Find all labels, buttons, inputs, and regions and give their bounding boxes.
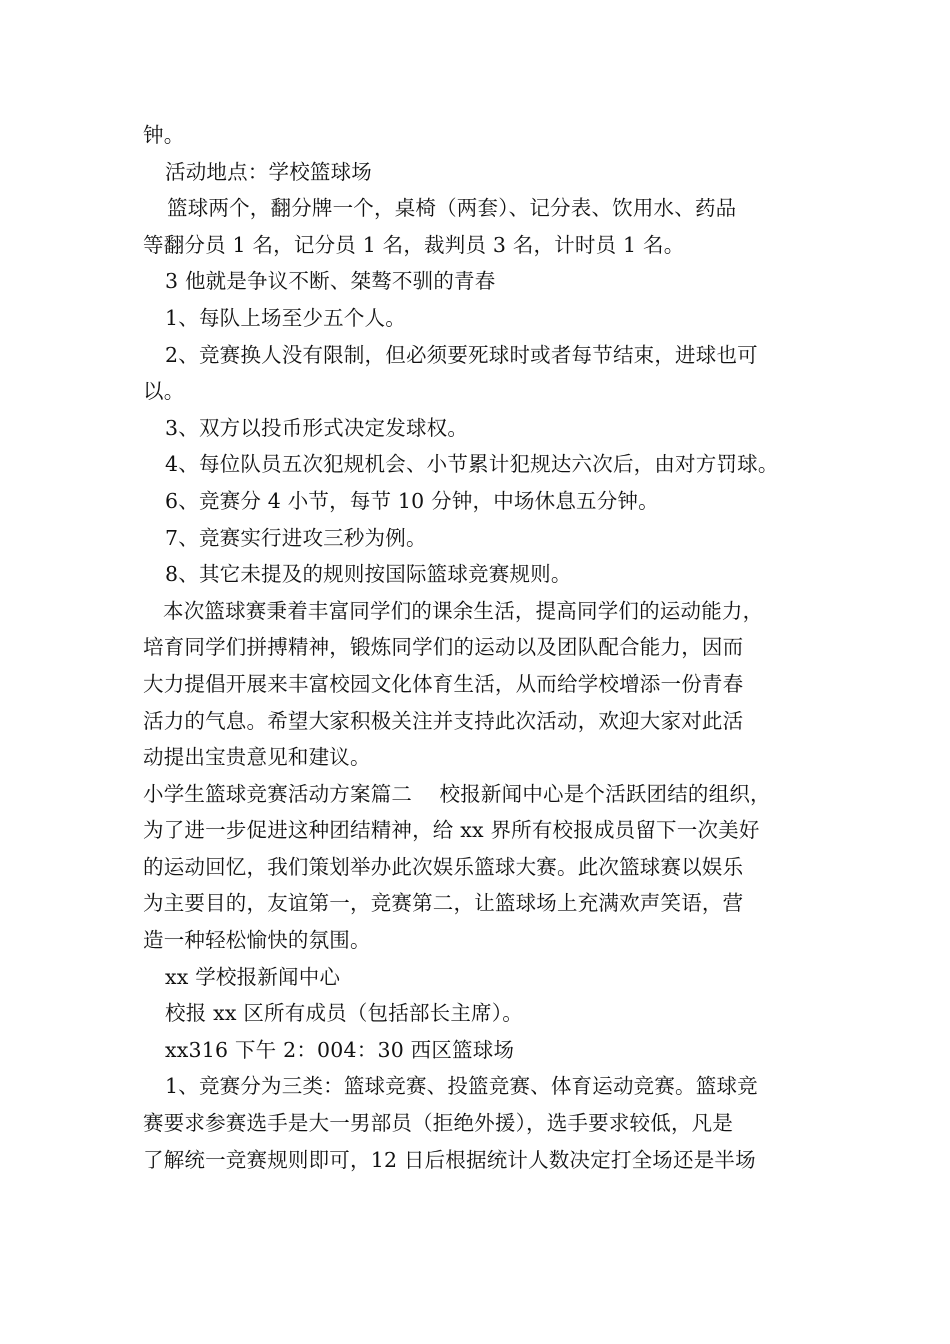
text-line: 活动地点：学校篮球场 [165,159,372,184]
text-line: 校报 xx 区所有成员（包括部长主席）。 [165,1001,523,1026]
text-line: 造一种轻松愉快的氛围。 [143,928,371,953]
text-line: 赛要求参赛选手是大一男部员（拒绝外援），选手要求较低，凡是 [143,1111,734,1136]
text-line: 等翻分员 1 名，记分员 1 名，裁判员 3 名，计时员 1 名。 [143,232,685,257]
text-line: 大力提倡开展来丰富校园文化体育生活，从而给学校增添一份青春 [143,671,744,696]
text-line: xx 学校报新闻中心 [165,964,341,989]
text-line: 3、双方以投币形式决定发球权。 [165,415,469,440]
document-body [143,117,823,1178]
text-line: 7、竞赛实行进攻三秒为例。 [165,525,427,550]
text-line: xx316 下午 2：004：30 西区篮球场 [165,1037,515,1062]
text-line: 2、竞赛换人没有限制，但必须要死球时或者每节结束，进球也可 [165,342,758,367]
text-line: 活力的气息。希望大家积极关注并支持此次活动，欢迎大家对此活 [143,708,744,733]
text-line: 6、竞赛分 4 小节，每节 10 分钟，中场休息五分钟。 [165,488,659,513]
text-line: 1、竞赛分为三类：篮球竞赛、投篮竞赛、体育运动竞赛。篮球竞 [165,1074,758,1099]
text-line: 4、每位队员五次犯规机会、小节累计犯规达六次后，由对方罚球。 [165,452,779,477]
text-line: 的运动回忆，我们策划举办此次娱乐篮球大赛。此次篮球赛以娱乐 [143,854,744,879]
text-line: 了解统一竞赛规则即可，12 日后根据统计人数决定打全场还是半场 [143,1147,756,1172]
text-line: 为主要目的，友谊第一，竞赛第二，让篮球场上充满欢声笑语，营 [143,891,744,916]
text-line: 动提出宝贵意见和建议。 [143,745,371,770]
text-line: 本次篮球赛秉着丰富同学们的课余生活，提高同学们的运动能力， [163,598,764,623]
text-line: 3 他就是争议不断、桀骜不驯的青春 [165,269,496,294]
text-line: 8、其它未提及的规则按国际篮球竞赛规则。 [165,562,572,587]
text-line: 小学生篮球竞赛活动方案篇二 校报新闻中心是个活跃团结的组织， [143,781,771,806]
text-line: 1、每队上场至少五个人。 [165,305,406,330]
text-line: 为了进一步促进这种团结精神，给 xx 界所有校报成员留下一次美好 [143,818,760,843]
text-line: 钟。 [143,123,185,147]
text-line: 以。 [143,379,185,404]
text-line: 培育同学们拼搏精神，锻炼同学们的运动以及团队配合能力，因而 [143,635,744,660]
text-line: 篮球两个，翻分牌一个，桌椅（两套）、记分表、饮用水、药品 [167,196,737,221]
